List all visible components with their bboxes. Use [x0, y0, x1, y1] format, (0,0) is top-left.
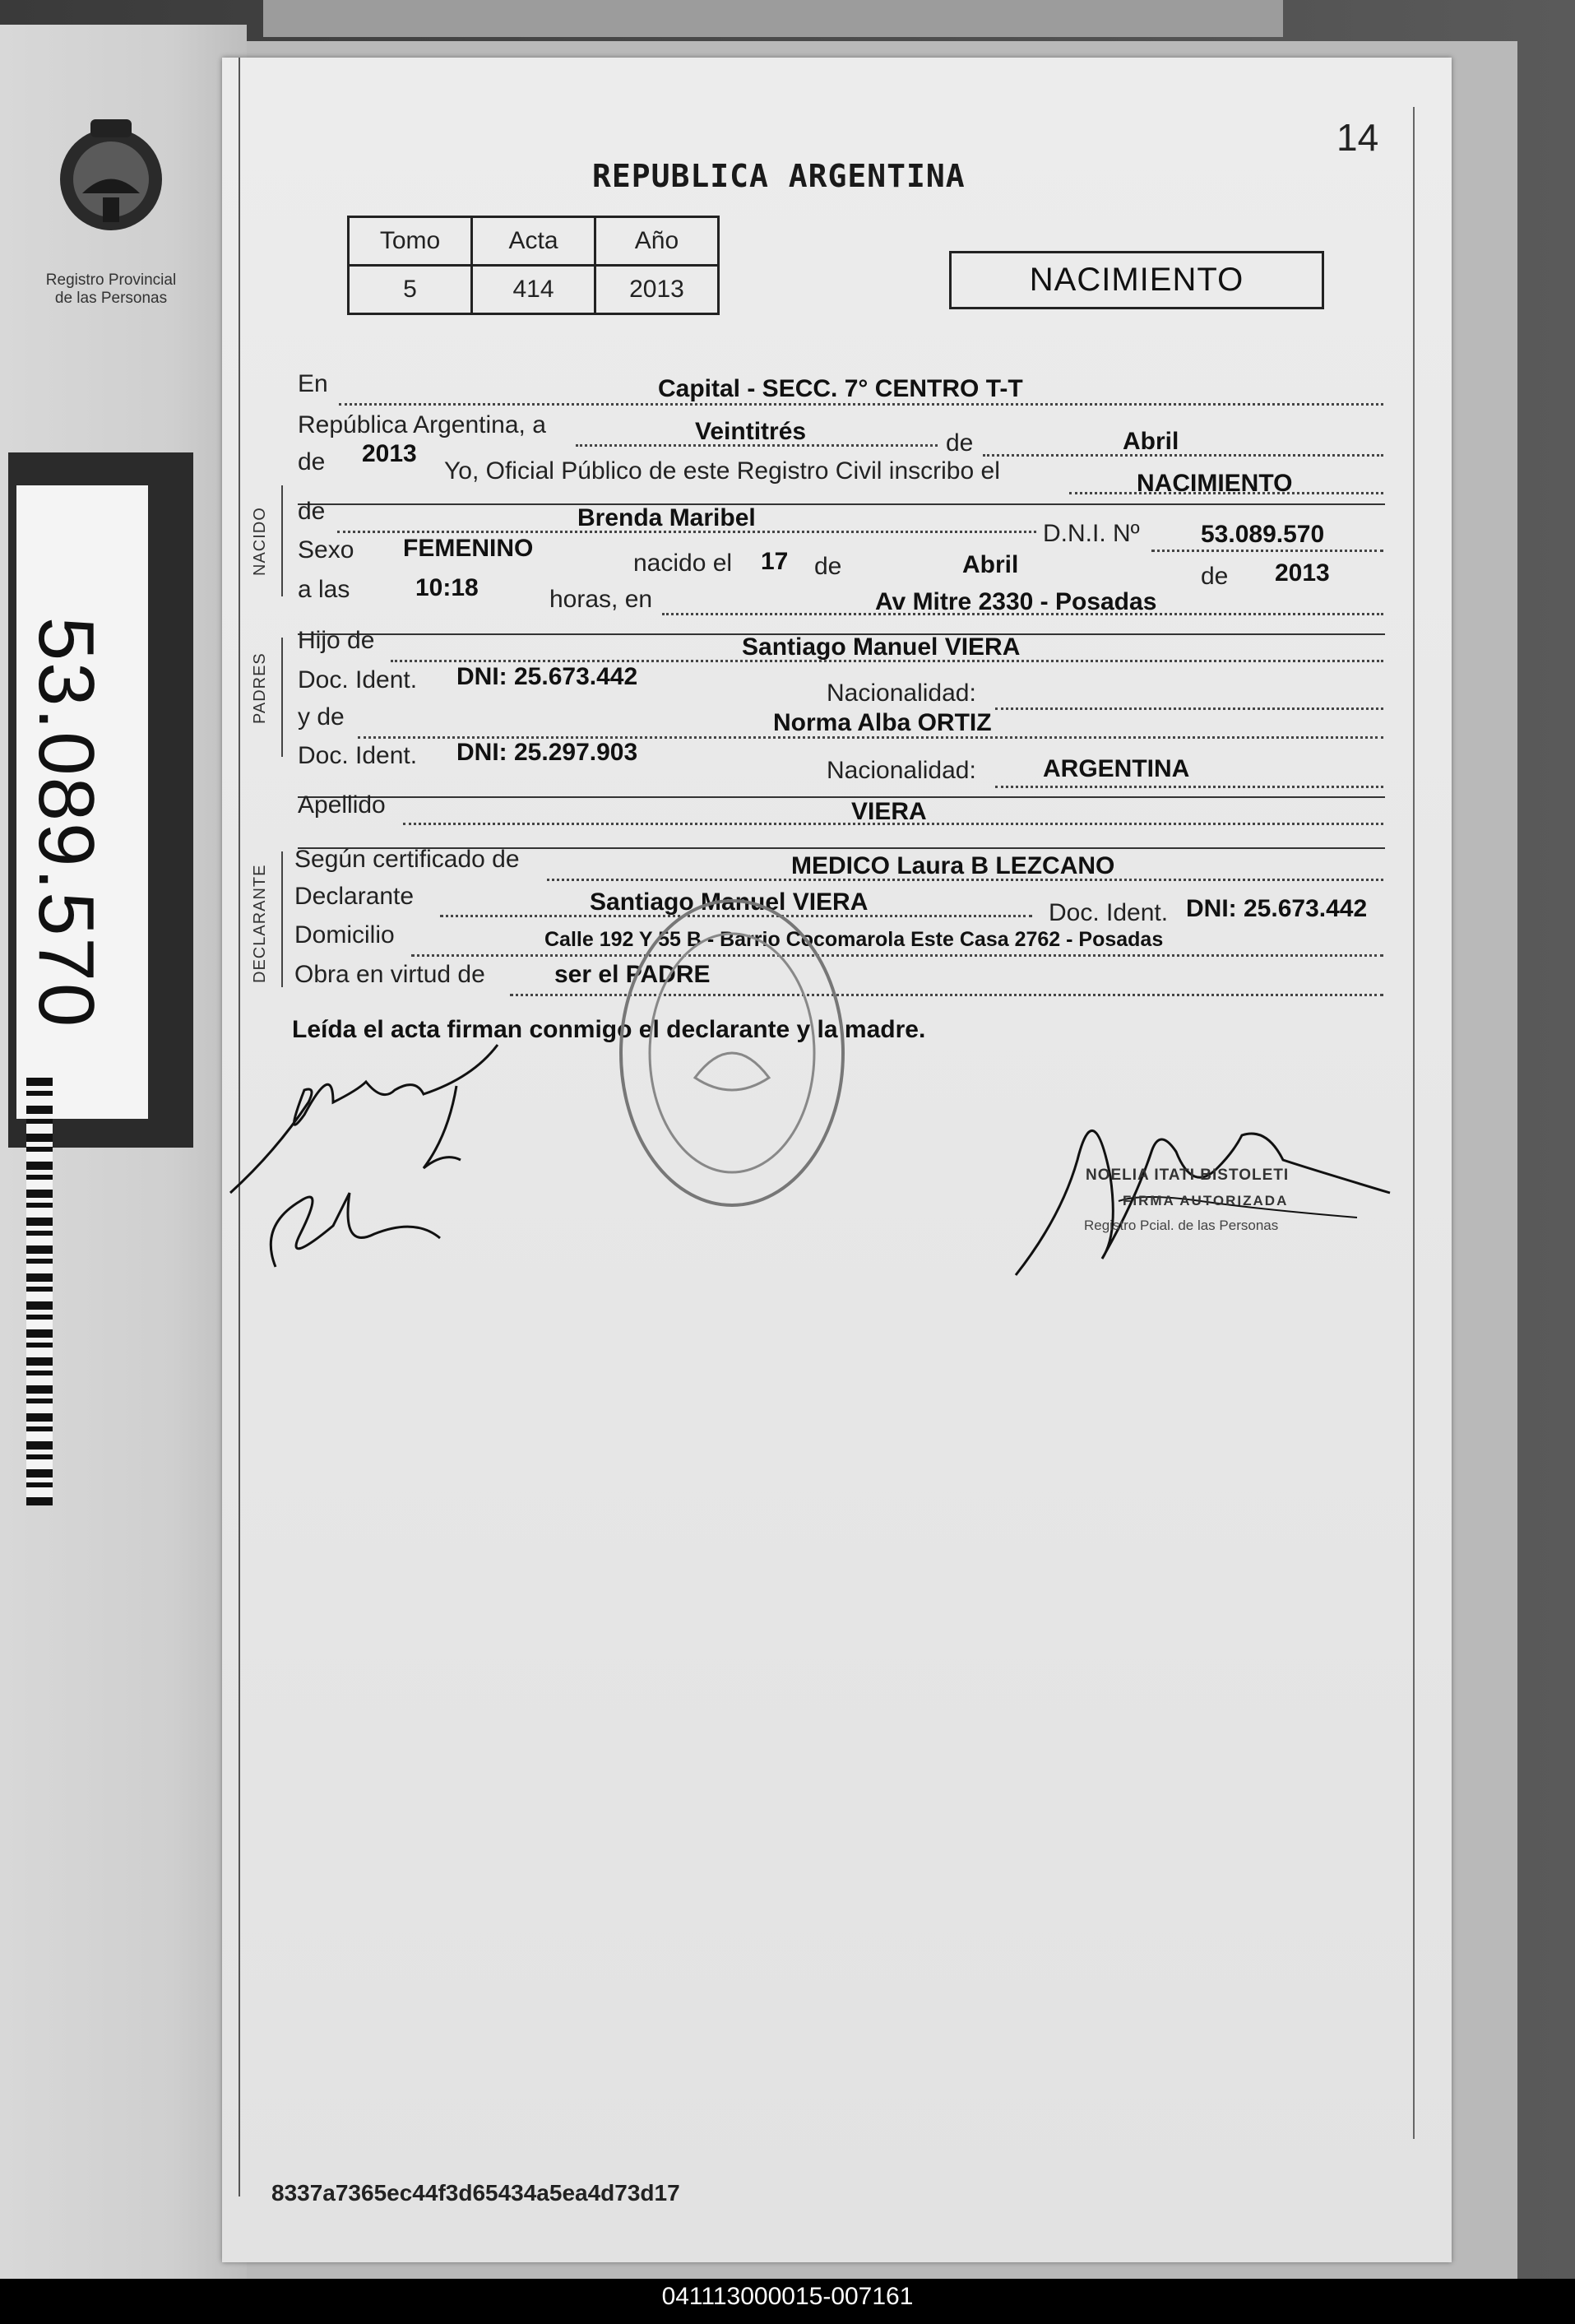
section-bar-padres — [281, 638, 283, 757]
registry-table-value-row — [349, 266, 719, 314]
label-de-year: de — [298, 448, 326, 475]
label-en: En — [298, 370, 328, 397]
registry-table — [347, 216, 720, 315]
value-act-type: NACIMIENTO — [1137, 470, 1293, 497]
label-birth-de: de — [814, 553, 842, 580]
label-domicilio: Domicilio — [294, 921, 395, 949]
label-sexo: Sexo — [298, 536, 354, 564]
dotted-line — [1151, 550, 1383, 552]
page-title: REPUBLICA ARGENTINA — [592, 158, 966, 194]
value-decl-doc: DNI: 25.673.442 — [1186, 895, 1368, 922]
label-hijo-de: Hijo de — [298, 627, 375, 654]
value-obra: ser el PADRE — [554, 961, 711, 988]
section-bar-declarante — [281, 851, 283, 987]
header-anio: Año — [595, 217, 719, 266]
top-edge-paper — [263, 0, 1283, 37]
side-dni-number: 53.089.570 — [22, 616, 110, 1029]
label-obra: Obra en virtud de — [294, 961, 485, 988]
value-birth-address: Av Mitre 2330 - Posadas — [875, 588, 1157, 615]
value-birth-month: Abril — [962, 551, 1019, 578]
label-nacionalidad-1: Nacionalidad: — [827, 680, 976, 707]
separator — [298, 796, 1385, 798]
value-doc-mother: DNI: 25.297.903 — [456, 739, 638, 766]
registry-table-header-row — [349, 217, 719, 266]
label-a-las: a las — [298, 576, 350, 603]
value-domicilio: Calle 192 Y 55 B - Barrio Cocomarola Este Casa 2762 - Posadas — [544, 928, 1164, 951]
label-republica: República Argentina, a — [298, 411, 546, 438]
provincial-seal-icon — [45, 115, 177, 234]
value-doc-father: DNI: 25.673.442 — [456, 663, 638, 690]
section-label-padres: PADRES — [251, 652, 269, 724]
value-dni: 53.089.570 — [1201, 521, 1325, 548]
value-father: Santiago Manuel VIERA — [742, 633, 1021, 661]
label-apellido: Apellido — [298, 791, 386, 819]
value-child-name: Brenda Maribel — [577, 504, 756, 531]
official-stamp-icon — [613, 888, 851, 1218]
value-sexo: FEMENINO — [403, 535, 534, 562]
value-mother: Norma Alba ORTIZ — [773, 709, 992, 736]
dotted-line — [995, 707, 1383, 710]
value-month: Abril — [1123, 428, 1179, 455]
label-doc-ident-1: Doc. Ident. — [298, 666, 418, 693]
dotted-line — [983, 454, 1383, 457]
section-bar-nacido — [281, 485, 283, 596]
label-nacido-el: nacido el — [633, 550, 733, 577]
value-acta: 414 — [472, 266, 595, 314]
section-label-declarante: DECLARANTE — [251, 864, 269, 983]
value-tomo: 5 — [349, 266, 472, 314]
registry-caption-line-2: de las Personas — [54, 290, 168, 307]
official-name: NOELIA ITATI BISTOLETI — [1086, 1167, 1290, 1184]
label-oficial: Yo, Oficial Público de este Registro Civil inscribo el — [444, 457, 1000, 485]
document-type-box: NACIMIENTO — [949, 251, 1324, 309]
label-birth-de-year: de — [1201, 563, 1229, 590]
value-time: 10:18 — [415, 574, 479, 601]
label-nacido-de: de — [298, 498, 326, 525]
value-year: 2013 — [362, 440, 417, 467]
dotted-line — [339, 403, 1383, 406]
label-de-month: de — [946, 429, 974, 457]
document-hash: 8337a7365ec44f3d65434a5ea4d73d17 — [271, 2180, 680, 2206]
separator — [298, 503, 1385, 505]
label-segun-cert: Según certificado de — [294, 846, 520, 873]
label-dni: D.N.I. Nº — [1043, 520, 1140, 547]
page-number: 14 — [1336, 116, 1379, 159]
declarant-signature-icon — [226, 1012, 539, 1283]
header-acta: Acta — [472, 217, 595, 266]
registry-caption-line-1: Registro Provincial — [45, 271, 177, 289]
label-horas: horas, en — [549, 586, 653, 613]
document-id: 041113000015-007161 — [661, 2283, 914, 2310]
value-birth-year: 2013 — [1275, 559, 1330, 587]
label-decl-doc: Doc. Ident. — [1049, 899, 1169, 926]
barcode-icon — [26, 1078, 53, 1505]
value-birth-day: 17 — [761, 548, 789, 575]
label-nacionalidad-2: Nacionalidad: — [827, 757, 976, 784]
registry-caption — [16, 271, 206, 308]
section-label-nacido: NACIDO — [251, 507, 269, 576]
official-organization: Registro Pcial. de las Personas — [1084, 1218, 1279, 1233]
value-place: Capital - SECC. 7° CENTRO T-T — [658, 375, 1023, 402]
dotted-line — [411, 954, 1383, 957]
dotted-line — [995, 786, 1383, 788]
value-declarante: Santiago Manuel VIERA — [590, 888, 869, 916]
value-apellido: VIERA — [851, 798, 927, 825]
value-nac-mother: ARGENTINA — [1043, 755, 1190, 782]
value-anio: 2013 — [595, 266, 719, 314]
label-declarante: Declarante — [294, 883, 415, 910]
header-tomo: Tomo — [349, 217, 472, 266]
value-day-text: Veintitrés — [695, 418, 807, 445]
right-margin-rule — [1413, 107, 1415, 2139]
value-certificate: MEDICO Laura B LEZCANO — [791, 852, 1115, 879]
label-doc-ident-2: Doc. Ident. — [298, 742, 418, 769]
official-title: FIRMA AUTORIZADA — [1123, 1193, 1289, 1208]
label-y-de: y de — [298, 703, 345, 731]
closing-statement: Leída el acta firman conmigo el declarante y la madre. — [292, 1016, 926, 1043]
